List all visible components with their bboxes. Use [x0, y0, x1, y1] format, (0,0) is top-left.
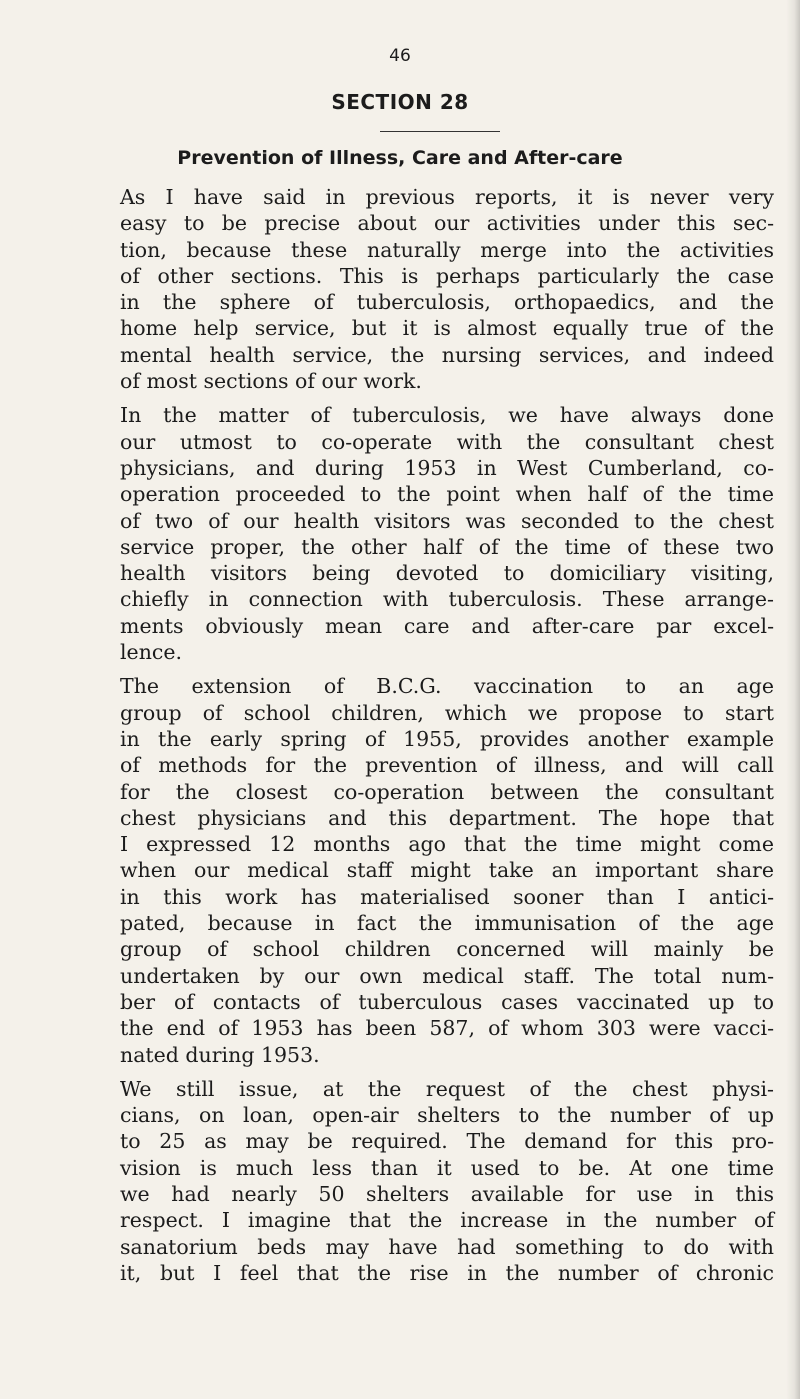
page-edge-shadow — [786, 0, 800, 1399]
text-line: in the early spring of 1955, provides another example — [120, 726, 774, 751]
text-line: vision is much less than it used to be. At one time — [120, 1155, 774, 1180]
text-line: home help service, but it is almost equally true of the — [120, 316, 774, 341]
text-line: undertaken by our own medical staff. The total num- — [120, 963, 774, 988]
paragraph-1 — [84, 184, 774, 394]
text-line: of other sections. This is perhaps particularly the case — [120, 263, 774, 288]
text-line: cians, on loan, open-air shelters to the number of up — [120, 1103, 774, 1128]
text-line: of most sections of our work. — [120, 369, 422, 394]
section-heading: SECTION 28 — [331, 90, 469, 114]
text-line: I expressed 12 months ago that the time might come — [120, 832, 774, 857]
text-line: for the closest co-operation between the consultant — [120, 779, 774, 804]
paragraph-3 — [84, 673, 774, 1067]
text-line: As I have said in previous reports, it is never very — [120, 185, 774, 209]
body-text — [84, 184, 774, 1294]
section-title: Prevention of Illness, Care and After-care — [177, 147, 623, 169]
text-line: of methods for the prevention of illness, and will call — [120, 753, 774, 778]
text-line: respect. I imagine that the increase in the number of — [120, 1208, 774, 1233]
text-line: lence. — [120, 640, 183, 665]
text-line: in this work has materialised sooner than I antici- — [120, 884, 774, 909]
text-line: easy to be precise about our activities under this sec- — [120, 211, 774, 236]
page-number: 46 — [389, 46, 411, 66]
text-line: pated, because in fact the immunisation of the age — [120, 911, 774, 936]
heading-divider — [380, 131, 500, 132]
text-line: ments obviously mean care and after-care par excel- — [120, 613, 774, 638]
text-line: chiefly in connection with tuberculosis. These arrange- — [120, 587, 774, 612]
text-line: We still issue, at the request of the chest physi- — [120, 1076, 774, 1101]
text-line: in the sphere of tuberculosis, orthopaedics, and the — [120, 290, 774, 315]
text-line: group of school children, which we propose to start — [120, 700, 774, 725]
text-line: operation proceeded to the point when half of the time — [120, 482, 774, 507]
text-line: health visitors being devoted to domiciliary visiting, — [120, 561, 774, 586]
text-line: physicians, and during 1953 in West Cumberland, co- — [120, 455, 774, 480]
text-line: when our medical staff might take an important share — [120, 858, 774, 883]
text-line: of two of our health visitors was seconded to the chest — [120, 508, 774, 533]
text-line: mental health service, the nursing services, and indeed — [120, 342, 774, 367]
text-line: nated during 1953. — [120, 1042, 320, 1067]
text-line: The extension of B.C.G. vaccination to an age — [120, 674, 774, 699]
text-line: our utmost to co-operate with the consultant chest — [120, 429, 774, 454]
paragraph-2 — [84, 402, 774, 665]
text-line: ber of contacts of tuberculous cases vaccinated up to — [120, 989, 774, 1014]
text-line: it, but I feel that the rise in the number of chronic — [120, 1260, 774, 1285]
text-line: group of school children concerned will mainly be — [120, 937, 774, 962]
text-line: to 25 as may be required. The demand for this pro- — [120, 1129, 774, 1154]
text-line: sanatorium beds may have had something to do with — [120, 1234, 774, 1259]
text-line: we had nearly 50 shelters available for use in this — [120, 1181, 774, 1206]
paragraph-4 — [84, 1076, 774, 1286]
text-line: service proper, the other half of the time of these two — [120, 534, 774, 559]
text-line: chest physicians and this department. The hope that — [120, 805, 774, 830]
text-line: the end of 1953 has been 587, of whom 303 were vacci- — [120, 1016, 774, 1041]
text-line: tion, because these naturally merge into the activities — [120, 237, 774, 262]
text-line: In the matter of tuberculosis, we have always done — [120, 403, 774, 428]
